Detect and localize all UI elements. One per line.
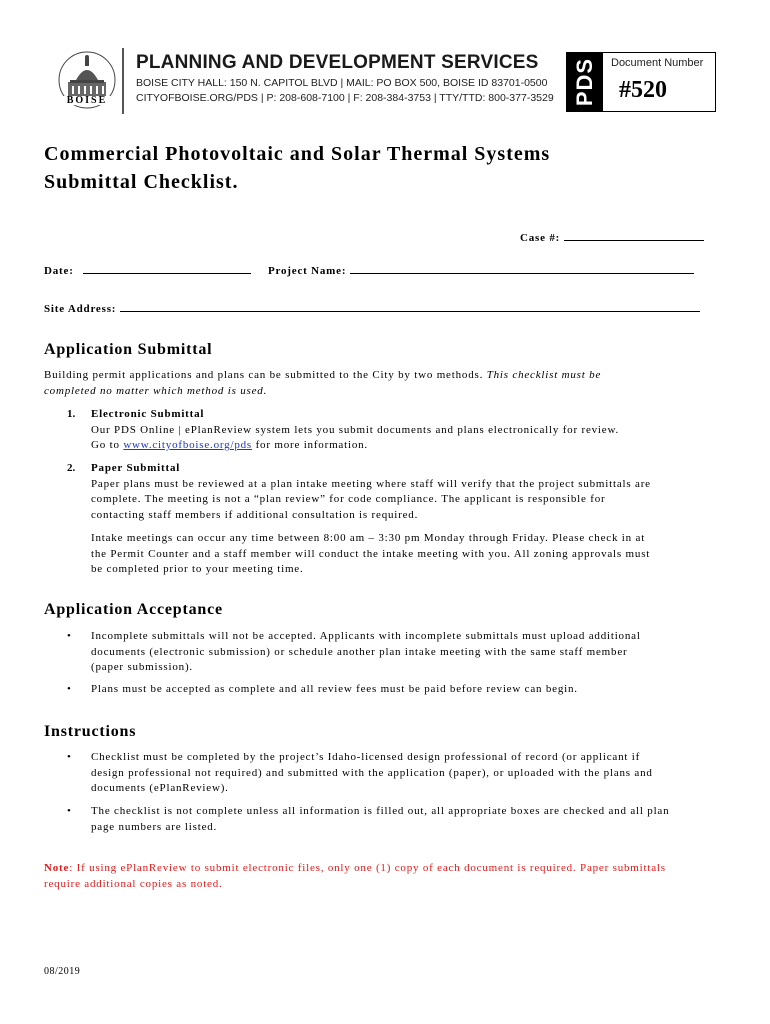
- instructions-heading: Instructions: [44, 723, 137, 740]
- project-name-label: Project Name:: [268, 265, 347, 277]
- instructions-bullet-line: The checklist is not complete unless all information is filled out, all appropriate boxes are checked and all plan: [91, 805, 670, 817]
- pds-website-link[interactable]: www.cityofboise.org/pds: [123, 439, 253, 451]
- application-submittal-heading: Application Submittal: [44, 341, 213, 358]
- intake-meeting-line: the Permit Counter and a staff member will conduct the intake meeting with you. All zoning approvals must: [91, 547, 651, 560]
- electronic-submittal-text: Our PDS Online | ePlanReview system lets you submit documents and plans electronically for review.: [91, 423, 620, 436]
- logo-wordmark: BOISE: [66, 95, 108, 106]
- letterhead: [42, 48, 732, 114]
- title-line-1: Commercial Photovoltaic and Solar Thermal Systems: [44, 143, 551, 165]
- paper-submittal-line: Paper plans must be reviewed at a plan intake meeting where staff will verify that the project submittals are: [91, 477, 651, 490]
- paper-submittal-title: Paper Submittal: [91, 462, 181, 474]
- boise-city-seal-logo: [56, 50, 118, 110]
- intro-italic-1: This checklist must be: [486, 369, 602, 381]
- page-title: [44, 140, 684, 196]
- paper-submittal-line: contacting staff members if additional consultation is required.: [91, 508, 419, 521]
- electronic-submittal-title: Electronic Submittal: [91, 408, 205, 420]
- address-line: BOISE CITY HALL: 150 N. CAPITOL BLVD | MAIL: PO BOX 500, BOISE ID 83701-0500: [136, 77, 548, 89]
- case-number-input-line[interactable]: [564, 230, 704, 241]
- intake-meeting-line: be completed prior to your meeting time.: [91, 563, 304, 575]
- note-text-line-2: require additional copies as noted.: [44, 877, 223, 890]
- paper-submittal-line: complete. The meeting is not a “plan review” for code compliance. The applicant is responsible for: [91, 493, 606, 505]
- case-number-field[interactable]: [520, 230, 704, 244]
- document-number: #520: [619, 77, 667, 103]
- instructions-bullet-line: Checklist must be completed by the project’s Idaho-licensed design professional of record (or applicant if: [91, 751, 641, 763]
- project-name-input-line[interactable]: [350, 263, 694, 274]
- instructions-bullet-1: [91, 750, 741, 797]
- date-label: Date:: [44, 265, 74, 277]
- org-block: [136, 52, 554, 104]
- electronic-submittal-item: [91, 407, 731, 454]
- bullet-icon: •: [67, 751, 71, 763]
- acceptance-bullet-line: (paper submission).: [91, 661, 193, 673]
- header-divider: [122, 48, 124, 114]
- intro-text: Building permit applications and plans can be submitted to the City by two methods.: [44, 369, 487, 381]
- application-acceptance-heading: Application Acceptance: [44, 601, 223, 618]
- date-field[interactable]: [44, 263, 251, 277]
- item-number-2: 2.: [67, 462, 76, 474]
- document-number-label: Document Number: [611, 57, 704, 69]
- acceptance-bullet-line: Plans must be accepted as complete and all review fees must be paid before review can begin.: [91, 683, 578, 695]
- instructions-bullet-line: design professional not required) and submitted with the application (paper), or uploaded with the plans and: [91, 766, 653, 779]
- goto-text: Go to: [91, 439, 124, 451]
- note-text: : If using ePlanReview to submit electronic files, only one (1) copy of each document is required. Paper submittals: [69, 862, 666, 874]
- note-label: Note: [44, 862, 70, 874]
- bullet-icon: •: [67, 683, 71, 695]
- bullet-icon: •: [67, 805, 71, 817]
- revision-date: 08/2019: [44, 966, 81, 977]
- case-number-label: Case #:: [520, 232, 561, 244]
- pds-label-strip: [567, 53, 603, 111]
- eplanreview-note: [44, 861, 744, 892]
- title-line-2: Submittal Checklist.: [44, 171, 239, 193]
- date-input-line[interactable]: [83, 263, 251, 274]
- project-name-field[interactable]: [268, 263, 694, 277]
- intro-italic-2: completed no matter which method is used.: [44, 384, 268, 397]
- acceptance-bullet-line: Incomplete submittals will not be accepted. Applicants with incomplete submittals must upload additional: [91, 630, 641, 642]
- acceptance-bullet-1: [91, 629, 741, 676]
- org-name: PLANNING AND DEVELOPMENT SERVICES: [136, 52, 539, 73]
- instructions-bullet-line: documents (ePlanReview).: [91, 782, 229, 794]
- document-number-box: [566, 52, 716, 112]
- paper-submittal-item: [91, 461, 741, 578]
- more-info-text: for more information.: [252, 439, 368, 451]
- site-address-field[interactable]: [44, 301, 700, 315]
- application-submittal-intro: [44, 368, 724, 399]
- site-address-label: Site Address:: [44, 303, 117, 315]
- instructions-bullet-2: [91, 804, 741, 835]
- site-address-input-line[interactable]: [120, 301, 700, 312]
- item-number-1: 1.: [67, 408, 76, 420]
- intake-meeting-line: Intake meetings can occur any time between 8:00 am – 3:30 pm Monday through Friday. Please check in at: [91, 532, 646, 544]
- bullet-icon: •: [67, 630, 71, 642]
- acceptance-bullet-line: documents (electronic submission) or schedule another plan intake meeting with the same staff member: [91, 645, 628, 658]
- contact-line: CITYOFBOISE.ORG/PDS | P: 208-608-7100 | F: 208-384-3753 | TTY/TTD: 800-377-3529: [136, 92, 554, 104]
- acceptance-bullet-2: [91, 682, 741, 698]
- instructions-bullet-line: page numbers are listed.: [91, 820, 218, 833]
- pds-label: PDS: [572, 57, 597, 107]
